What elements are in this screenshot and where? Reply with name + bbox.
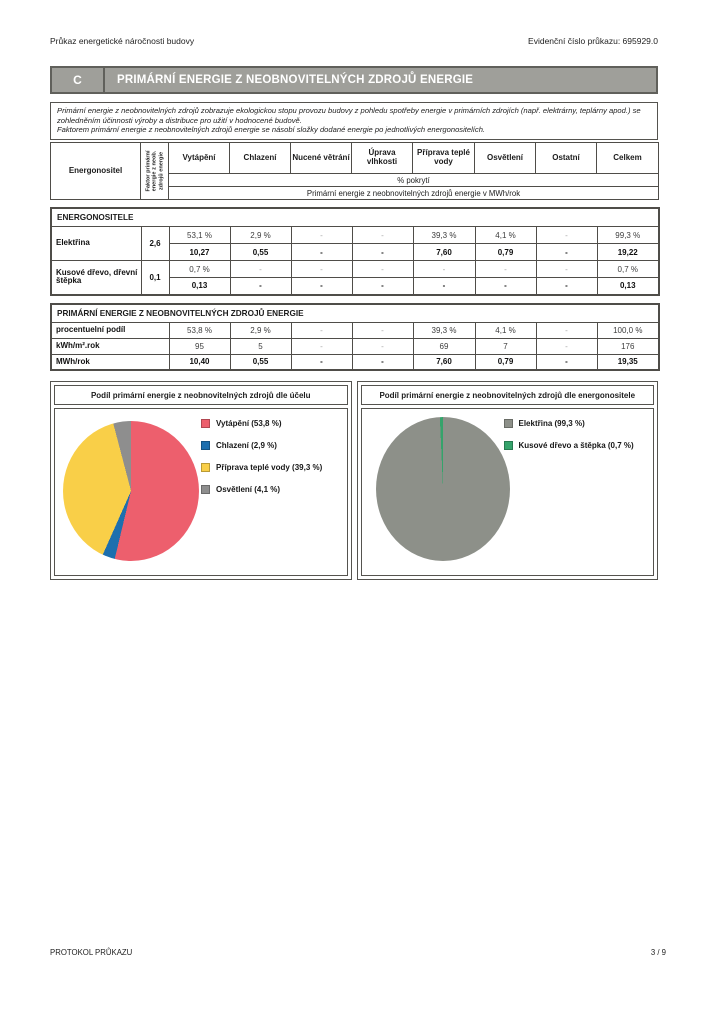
table-cell: 176 xyxy=(597,338,659,354)
table-cell: 2,9 % xyxy=(230,227,291,244)
footer-protocol-label: PROTOKOL PRŮKAZU xyxy=(50,948,133,957)
carrier-factor: 0,1 xyxy=(141,261,169,295)
legend-usage xyxy=(201,419,322,494)
table-cell: 0,55 xyxy=(230,354,291,370)
table-cell: - xyxy=(413,278,475,295)
document-title: Průkaz energetické náročnosti budovy xyxy=(50,36,195,46)
table-row xyxy=(51,261,659,278)
table-cell: - xyxy=(475,278,536,295)
legend-swatch-icon xyxy=(201,463,210,472)
table-cell: 0,13 xyxy=(597,278,659,295)
col-header-use: Ostatní xyxy=(536,143,597,174)
table-cell: 0,55 xyxy=(230,244,291,261)
table-cell: - xyxy=(352,278,413,295)
table-cell: 0,7 % xyxy=(169,261,230,278)
chart-body xyxy=(361,408,655,576)
chart-title: Podíl primární energie z neobnovitelných zdrojů dle energonositele xyxy=(361,385,655,405)
table-cell: - xyxy=(291,227,352,244)
table-cell: - xyxy=(536,261,597,278)
evidence-number: Evidenční číslo průkazu: 695929.0 xyxy=(528,36,658,46)
col-header-factor xyxy=(141,143,169,200)
table-row xyxy=(51,227,659,244)
table-cell: 19,35 xyxy=(597,354,659,370)
intro-text-box xyxy=(50,102,658,140)
col-header-use: Celkem xyxy=(597,143,659,174)
table-cell: - xyxy=(291,261,352,278)
mwh-unit-label: Primární energie z neobnovitelných zdrojů energie v MWh/rok xyxy=(169,187,659,200)
table-cell: 0,13 xyxy=(169,278,230,295)
charts-row xyxy=(50,381,658,580)
table-cell: - xyxy=(291,322,352,338)
table-cell: 0,79 xyxy=(475,354,536,370)
col-header-use: Příprava teplé vody xyxy=(413,143,475,174)
legend-item xyxy=(201,485,322,494)
table-cell: - xyxy=(352,244,413,261)
table-cell: 4,1 % xyxy=(475,322,536,338)
chart-title: Podíl primární energie z neobnovitelných zdrojů dle účelu xyxy=(54,385,348,405)
table-cell: - xyxy=(352,261,413,278)
carrier-name: Kusové dřevo, dřevní štěpka xyxy=(51,261,141,295)
legend-item xyxy=(201,463,322,472)
row-label: procentuelní podíl xyxy=(51,322,169,338)
table-row xyxy=(51,354,659,370)
row-label: MWh/rok xyxy=(51,354,169,370)
legend-swatch-icon xyxy=(201,419,210,428)
table-cell: 100,0 % xyxy=(597,322,659,338)
section-title: PRIMÁRNÍ ENERGIE Z NEOBNOVITELNÝCH ZDROJŮ ENERGIE xyxy=(117,74,474,86)
table-cell: - xyxy=(291,278,352,295)
col-header-energonositel: Energonositel xyxy=(51,143,141,200)
primarni-energie-table xyxy=(50,303,660,372)
primarni-title-row xyxy=(51,304,659,323)
legend-label: Chlazení (2,9 %) xyxy=(216,441,277,451)
legend-swatch-icon xyxy=(201,485,210,494)
table-cell: - xyxy=(352,338,413,354)
chart-panel-carrier xyxy=(357,381,659,580)
table-cell: 69 xyxy=(413,338,475,354)
chart-panel-usage xyxy=(50,381,352,580)
row-label: kWh/m².rok xyxy=(51,338,169,354)
table-cell: 39,3 % xyxy=(413,322,475,338)
table-cell: 39,3 % xyxy=(413,227,475,244)
legend-item xyxy=(504,419,634,428)
running-header xyxy=(50,0,658,46)
legend-swatch-icon xyxy=(504,419,513,428)
table-cell: - xyxy=(352,322,413,338)
col-header-use: Úprava vlhkosti xyxy=(352,143,413,174)
legend-label: Vytápění (53,8 %) xyxy=(216,419,282,429)
section-letter: C xyxy=(52,68,105,92)
pie-chart-carrier xyxy=(376,417,510,561)
intro-paragraph-2: Faktorem primární energie z neobnovitelných zdrojů energie se násobí složky dodané energie po jednotlivých energonositelích. xyxy=(57,125,486,135)
col-header-use: Vytápění xyxy=(169,143,230,174)
table-cell: - xyxy=(536,244,597,261)
table-cell: - xyxy=(536,227,597,244)
table-cell: 99,3 % xyxy=(597,227,659,244)
table-cell: - xyxy=(536,354,597,370)
legend-item xyxy=(201,441,322,450)
table-cell: 7 xyxy=(475,338,536,354)
col-header-use: Chlazení xyxy=(230,143,291,174)
carrier-name: Elektřina xyxy=(51,227,141,261)
table-cell: - xyxy=(413,261,475,278)
table-cell: - xyxy=(230,261,291,278)
legend-label: Osvětlení (4,1 %) xyxy=(216,485,281,495)
table-cell: 10,27 xyxy=(169,244,230,261)
matrix-header-table xyxy=(50,142,659,200)
table-cell: 19,22 xyxy=(597,244,659,261)
table-cell: - xyxy=(352,227,413,244)
table-cell: 53,1 % xyxy=(169,227,230,244)
table-cell: 0,7 % xyxy=(597,261,659,278)
table-cell: 4,1 % xyxy=(475,227,536,244)
table-cell: - xyxy=(352,354,413,370)
table-cell: 7,60 xyxy=(413,244,475,261)
legend-label: Příprava teplé vody (39,3 %) xyxy=(216,463,323,473)
primarni-title: PRIMÁRNÍ ENERGIE Z NEOBNOVITELNÝCH ZDROJŮ ENERGIE xyxy=(51,304,659,323)
col-header-use: Nucené větrání xyxy=(291,143,352,174)
page-footer xyxy=(50,948,666,957)
legend-carrier xyxy=(504,419,634,450)
col-header-use: Osvětlení xyxy=(475,143,536,174)
energonositele-title-row xyxy=(51,208,659,227)
legend-swatch-icon xyxy=(201,441,210,450)
header-row-uses xyxy=(51,143,659,174)
legend-item xyxy=(504,441,634,450)
factor-vertical-label: Faktor primární energie z neob. zdrojů energie xyxy=(144,150,164,192)
table-cell: - xyxy=(291,354,352,370)
table-cell: 7,60 xyxy=(413,354,475,370)
legend-swatch-icon xyxy=(504,441,513,450)
energonositele-title: ENERGONOSITELE xyxy=(51,208,659,227)
table-row xyxy=(51,322,659,338)
table-cell: 2,9 % xyxy=(230,322,291,338)
table-cell: 95 xyxy=(169,338,230,354)
legend-label: Kusové dřevo a štěpka (0,7 %) xyxy=(518,441,634,451)
table-cell: - xyxy=(475,261,536,278)
page-number: 3 / 9 xyxy=(650,948,666,957)
table-cell: - xyxy=(536,278,597,295)
section-c-bar xyxy=(50,66,658,94)
legend-label: Elektřina (99,3 %) xyxy=(518,419,585,429)
table-cell: - xyxy=(230,278,291,295)
table-cell: - xyxy=(536,338,597,354)
table-cell: - xyxy=(291,338,352,354)
table-cell: - xyxy=(291,244,352,261)
pie-chart-usage xyxy=(63,421,199,561)
energonositele-table xyxy=(50,207,660,296)
table-row xyxy=(51,338,659,354)
chart-body xyxy=(54,408,348,576)
table-cell: - xyxy=(536,322,597,338)
intro-paragraph-1: Primární energie z neobnovitelných zdrojů zobrazuje ekologickou stopu provozu budovy z pohledu spotřeby energie v primárních zdrojích (např. elektrárny, teplárny apod.) se zohledněním účinnosti výroby a distribuce pro užití v hodnocené budově. xyxy=(57,106,641,125)
table-cell: 53,8 % xyxy=(169,322,230,338)
legend-item xyxy=(201,419,322,428)
table-cell: 0,79 xyxy=(475,244,536,261)
carrier-factor: 2,6 xyxy=(141,227,169,261)
table-cell: 5 xyxy=(230,338,291,354)
pokryti-label: % pokrytí xyxy=(169,174,659,187)
table-cell: 10,40 xyxy=(169,354,230,370)
